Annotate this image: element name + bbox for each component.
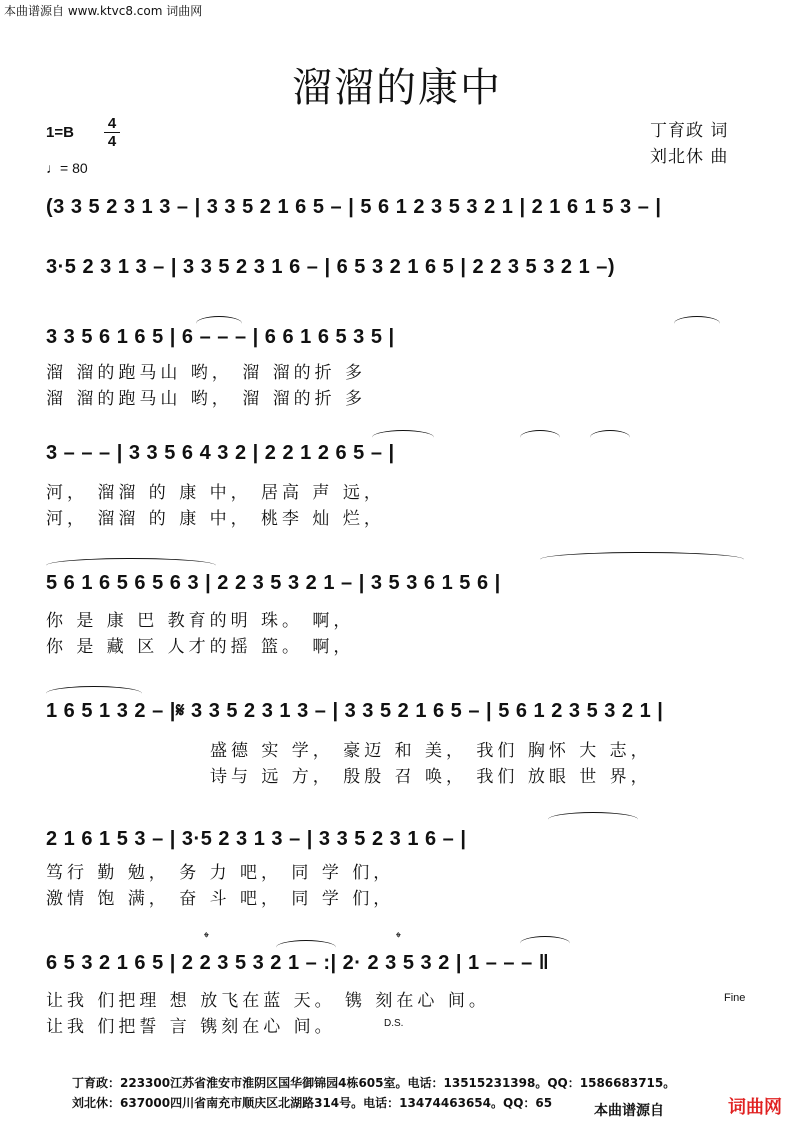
watermark-text: 本曲谱源自	[590, 1100, 668, 1120]
ds-marking: D.S.	[384, 1018, 404, 1029]
key-signature: 1=B	[46, 124, 74, 141]
tempo-marking: ♩= 80	[46, 160, 88, 176]
tie-slur	[520, 936, 570, 951]
lyric-line-6-verse-1: 盛德 实 学， 豪迈 和 美， 我们 胸怀 大 志，	[210, 741, 652, 761]
tie-slur	[46, 558, 216, 573]
composer-contact: 刘北休：637000四川省南充市顺庆区北湖路314号。电话：13474463654。QQ：65	[72, 1096, 553, 1110]
notes-line-1: (3 3 5 2 3 1 3 – | 3 3 5 2 1 6 5 – | 5 6 1 2 3 5 3 2 1 | 2 1 6 1 5 3 – |	[46, 196, 662, 218]
coda-mark: 𝄌	[396, 930, 401, 946]
time-signature	[104, 116, 120, 149]
lyric-line-7-verse-1: 笃行 勤 勉， 务 力 吧， 同 学 们，	[46, 863, 395, 883]
lyric-line-8-verse-1: 让我 们把理 想 放飞在蓝 天。 镌 刻在心 间。	[46, 991, 490, 1011]
lyric-line-5-verse-2: 你 是 藏 区 人才的摇 篮。 啊，	[46, 637, 355, 657]
score-line-4	[0, 436, 794, 480]
tie-slur	[674, 316, 720, 331]
lyric-line-3-verse-2: 溜 溜的跑马山 哟， 溜 溜的折 多	[46, 389, 367, 409]
score-line-8	[0, 930, 794, 990]
notes-line-8: 6 5 3 2 1 6 5 | 2 2 3 5 3 2 1 – :| 2· 2 3 5 3 2 | 1 – – – ‖	[46, 952, 550, 974]
score-line-2	[0, 250, 794, 294]
time-signature-bottom: 4	[107, 133, 117, 150]
score-line-5	[0, 566, 794, 610]
lyric-line-4-verse-2: 河， 溜溜 的 康 中， 桃李 灿 烂，	[46, 509, 385, 529]
watermark-logo: 词曲网	[720, 1096, 790, 1120]
notes-line-4: 3 – – – | 3 3 5 6 4 3 2 | 2 2 1 2 6 5 – |	[46, 442, 395, 464]
notes-line-6: 1 6 5 1 3 2 – |𝄋 3 3 5 2 3 1 3 – | 3 3 5 2 1 6 5 – | 5 6 1 2 3 5 3 2 1 |	[46, 700, 664, 722]
fine-marking: Fine	[724, 992, 746, 1004]
notes-line-3: 3 3 5 6 1 6 5 | 6 – – – | 6 6 1 6 5 3 5 |	[46, 326, 395, 348]
notes-line-2: 3·5 2 3 1 3 – | 3 3 5 2 3 1 6 – | 6 5 3 2 1 6 5 | 2 2 3 5 3 2 1 –)	[46, 256, 616, 278]
lyricist-credit: 丁育政 词	[650, 121, 729, 141]
lyric-line-4-verse-1: 河， 溜溜 的 康 中， 居高 声 远，	[46, 483, 385, 503]
composer-credit: 刘北休 曲	[650, 147, 729, 167]
lyric-line-6-verse-2: 诗与 远 方， 殷殷 召 唤， 我们 放眼 世 界，	[210, 767, 652, 787]
notes-line-5: 5 6 1 6 5 6 5 6 3 | 2 2 3 5 3 2 1 – | 3 5 3 6 1 5 6 |	[46, 572, 501, 594]
tie-slur	[46, 686, 142, 701]
score-line-1	[0, 190, 794, 234]
tie-slur	[548, 812, 638, 827]
tie-slur	[540, 552, 744, 567]
song-title: 溜溜的康中	[292, 65, 502, 111]
time-signature-top: 4	[107, 115, 117, 132]
tie-slur	[520, 430, 560, 445]
notes-line-7: 2 1 6 1 5 3 – | 3·5 2 3 1 3 – | 3 3 5 2 3 1 6 – |	[46, 828, 467, 850]
tie-slur	[590, 430, 630, 445]
score-line-6	[0, 694, 794, 738]
source-header: 本曲谱源自 www.ktvc8.com 词曲网	[4, 4, 203, 18]
lyricist-contact: 丁育政：223300江苏省淮安市淮阴区国华御锦园4栋605室。电话：13515231398。QQ：1586683715。	[72, 1076, 676, 1090]
lyric-line-5-verse-1: 你 是 康 巴 教育的明 珠。 啊，	[46, 611, 355, 631]
lyric-line-3-verse-1: 溜 溜的跑马山 哟， 溜 溜的折 多	[46, 363, 367, 383]
lyric-line-8-verse-2: 让我 们把誓 言 镌刻在心 间。	[46, 1017, 336, 1037]
coda-mark: 𝄌	[204, 930, 209, 946]
lyric-line-7-verse-2: 激情 饱 满， 奋 斗 吧， 同 学 们，	[46, 889, 395, 909]
